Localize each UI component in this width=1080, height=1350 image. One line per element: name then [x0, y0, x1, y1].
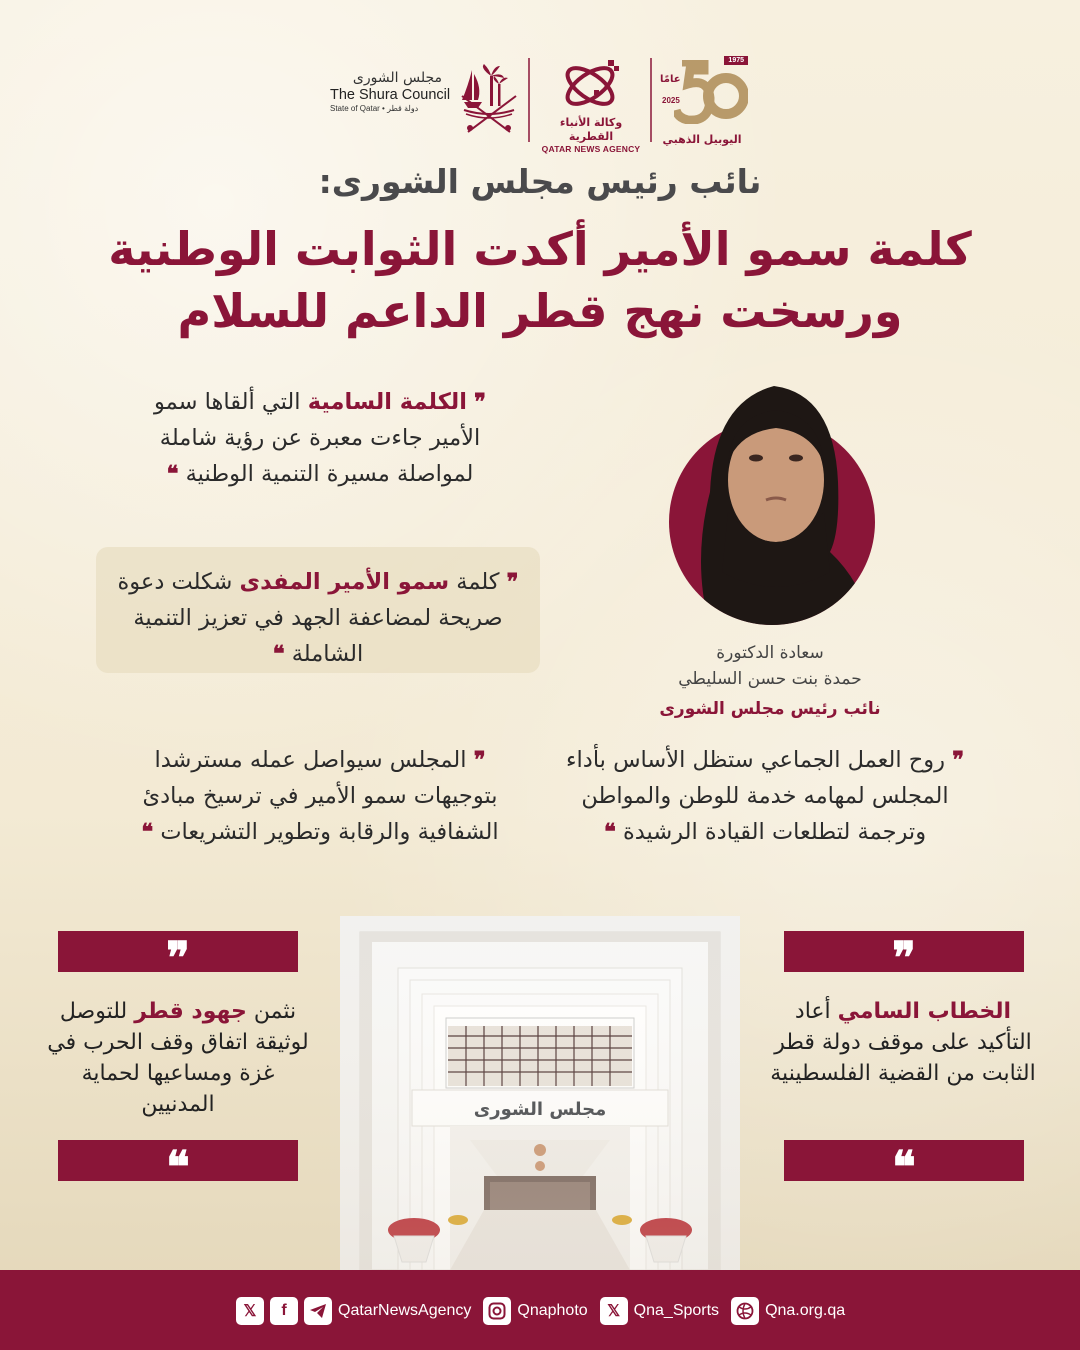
quote-close-icon: ❝	[166, 461, 179, 487]
golden-jubilee-logo	[656, 54, 748, 146]
jubilee-end-year: 2025	[662, 96, 680, 105]
social-handle-qna-sports[interactable]: Qna_Sports	[633, 1302, 720, 1319]
telegram-icon[interactable]	[304, 1297, 332, 1325]
jubilee-years-label: عامًا	[660, 74, 681, 85]
quote-open-icon: ❝	[892, 1141, 916, 1193]
shura-name-en: The Shura Council	[330, 87, 451, 103]
person-role: نائب رئيس مجلس الشورى	[659, 699, 881, 719]
shura-state-label: State of Qatar • دولة قطر	[330, 104, 419, 113]
quote-text: التي ألقاها سمو الأمير جاءت معبرة عن رؤية شاملة لمواصلة مسيرة التنمية الوطنية	[154, 389, 481, 487]
quote-close-icon: ❞	[166, 932, 190, 984]
quote-close-icon: ❞	[892, 932, 916, 984]
quote-highlight: سمو الأمير المفدى	[239, 569, 450, 595]
facebook-icon[interactable]: f	[270, 1297, 298, 1325]
person-caption	[600, 640, 940, 726]
card-right-bottom-bar	[784, 1140, 1024, 1193]
card-right-top-bar	[784, 931, 1024, 984]
portrait-photo	[662, 372, 892, 628]
social-handle-qnaphoto[interactable]: Qnaphoto	[517, 1302, 588, 1319]
quote-highlight: الكلمة السامية	[307, 389, 467, 415]
shura-building-photo	[340, 910, 740, 1270]
card-left-top-bar	[58, 931, 298, 984]
headline	[0, 218, 1080, 342]
card-right-text	[768, 996, 1038, 1089]
shura-name-ar: مجلس الشورى	[352, 70, 442, 86]
quote-3	[120, 742, 520, 850]
footer	[0, 1270, 1080, 1350]
instagram-icon[interactable]	[483, 1297, 511, 1325]
web-icon[interactable]	[731, 1297, 759, 1325]
quote-4	[555, 742, 975, 850]
quote-close-icon: ❝	[603, 819, 616, 845]
card-left-bottom-bar	[58, 1140, 298, 1193]
quote-prefix: كلمة	[449, 569, 500, 595]
qatar-emblem-icon	[458, 62, 520, 134]
quote-open-icon: ❞	[474, 389, 486, 415]
divider	[528, 58, 530, 142]
qna-name-en: QATAR NEWS AGENCY	[541, 144, 641, 154]
header-logos	[330, 52, 750, 154]
qna-logo	[536, 56, 646, 154]
quote-2	[96, 547, 540, 673]
card-prefix: نثمن	[246, 999, 297, 1024]
social-handle-qatarnewsagency[interactable]: QatarNewsAgency	[338, 1302, 472, 1319]
quote-open-icon: ❞	[952, 747, 965, 773]
card-left-text	[43, 996, 313, 1120]
card-highlight: جهود قطر	[134, 999, 247, 1024]
card-body: أعاد التأكيد على موقف دولة قطر الثابت من القضية الفلسطينية	[770, 999, 1036, 1086]
qna-atom-icon	[556, 56, 626, 112]
card-highlight: الخطاب السامي	[837, 999, 1012, 1024]
quote-close-icon: ❝	[141, 819, 154, 845]
person-honorific: سعادة الدكتورة	[716, 643, 824, 663]
quote-1	[130, 384, 510, 492]
quote-open-icon: ❝	[166, 1141, 190, 1193]
fifty-numeral-icon	[674, 60, 748, 124]
website-link[interactable]: Qna.org.qa	[765, 1302, 846, 1319]
divider	[650, 58, 652, 142]
qna-name-ar: وكالة الأنباء القطرية	[559, 116, 623, 143]
headline-line-1: كلمة سمو الأمير أكدت الثوابت الوطنية	[108, 222, 972, 276]
pre-title: نائب رئيس مجلس الشورى:	[318, 162, 762, 201]
quote-text: روح العمل الجماعي ستظل الأساس بأداء المجلس لمهامه خدمة للوطن والمواطن وترجمة لتطلعات القيادة الرشيدة	[565, 747, 949, 845]
jubilee-label: اليوبيل الذهبي	[662, 133, 742, 146]
jubilee-start-year: 1975	[724, 56, 748, 65]
quote-open-icon: ❞	[506, 569, 519, 595]
quote-text: المجلس سيواصل عمله مسترشدا بتوجيهات سمو الأمير في ترسيخ مبادئ الشفافية والرقابة وتطوير التشريعات	[142, 747, 499, 845]
x-icon[interactable]: 𝕏	[236, 1297, 264, 1325]
x-icon[interactable]: 𝕏	[600, 1297, 628, 1325]
headline-line-2: ورسخت نهج قطر الداعم للسلام	[177, 284, 903, 338]
quote-open-icon: ❞	[473, 747, 486, 773]
quote-close-icon: ❝	[272, 641, 285, 667]
card-body: للتوصل لوثيقة اتفاق وقف الحرب في غزة ومساعيها لحماية المدنيين	[47, 999, 309, 1117]
quote-text: شكلت دعوة صريحة لمضاعفة الجهد في تعزيز التنمية الشاملة	[117, 569, 503, 667]
person-name: حمدة بنت حسن السليطي	[678, 669, 862, 689]
social-links	[236, 1297, 851, 1325]
shura-council-logo-text	[330, 70, 455, 113]
